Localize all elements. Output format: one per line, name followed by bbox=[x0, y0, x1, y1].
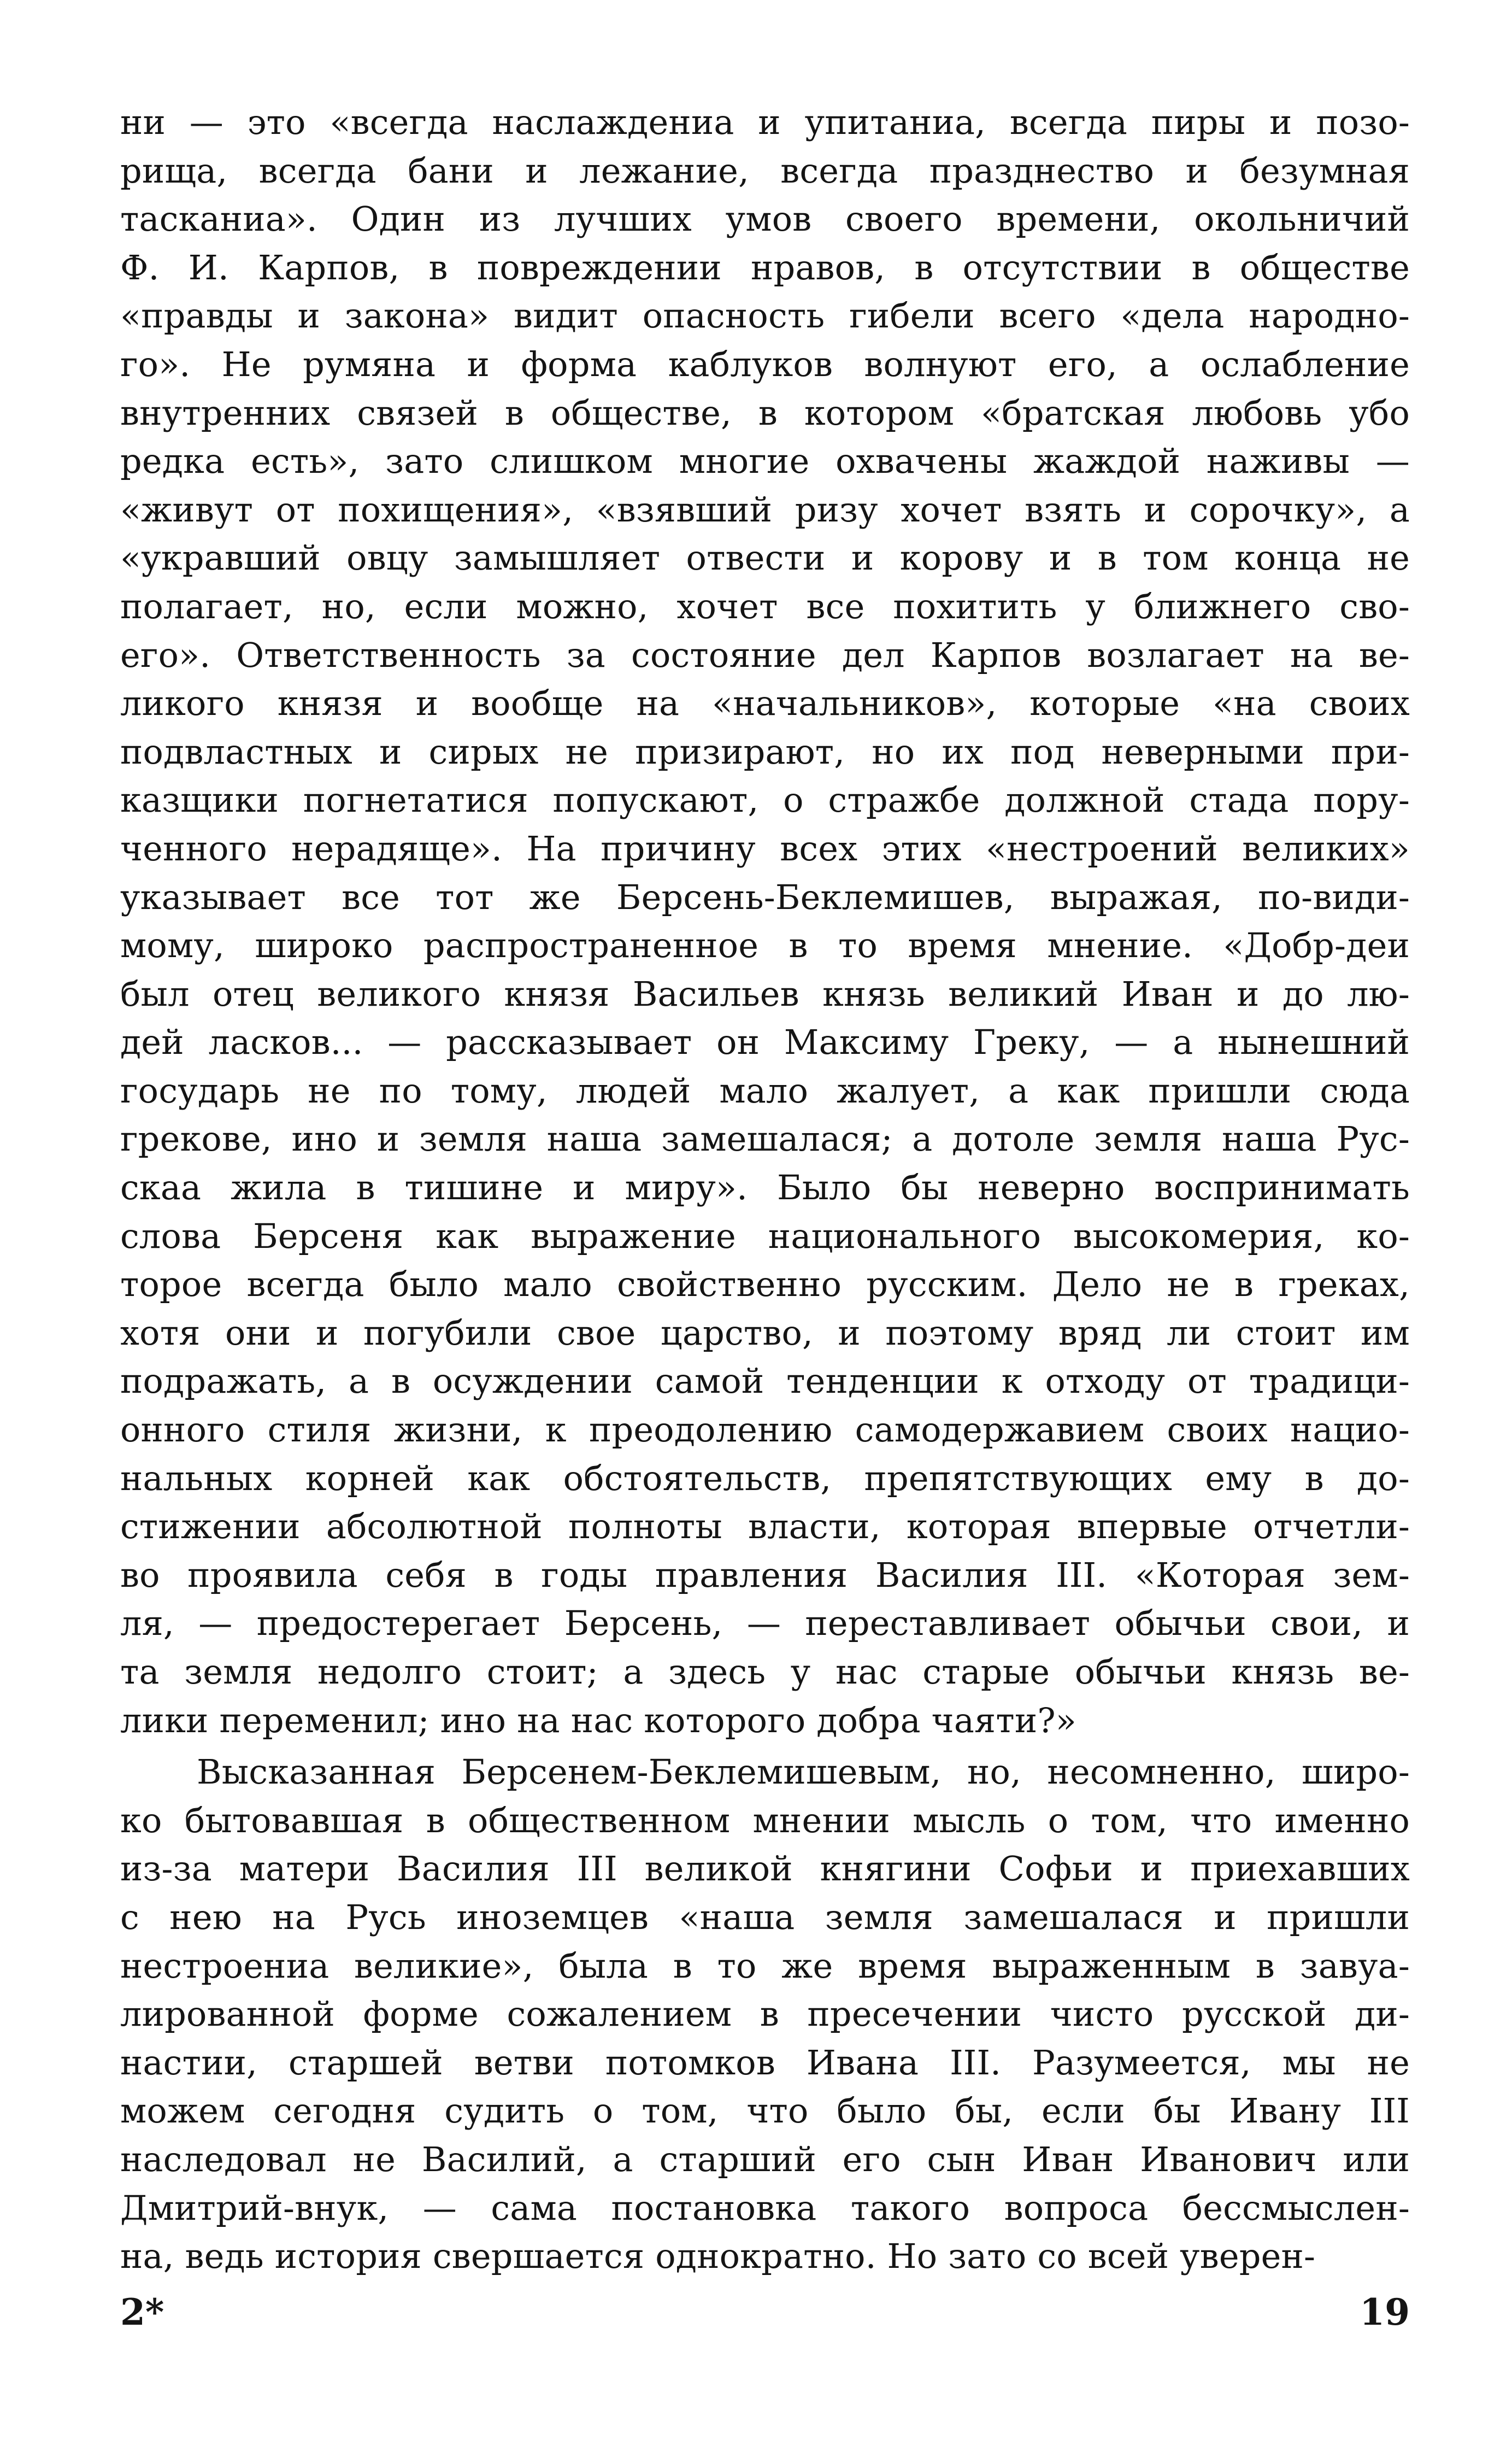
text-line: наследовал не Василий, а старший его сын Иван Иванович или bbox=[120, 2139, 1410, 2179]
text-line: можем сегодня судить о том, что было бы, если бы Ивану III bbox=[120, 2091, 1410, 2131]
text-line: из-за матери Василия III великой княгини Софьи и приехавших bbox=[120, 1849, 1410, 1889]
text-line: та земля недолго стоит; а здесь у нас старые обычьи князь ве- bbox=[120, 1652, 1410, 1692]
text-line: ля, — предостерегает Берсень, — переставливает обычьи свои, и bbox=[120, 1603, 1410, 1644]
text-line: грекове, ино и земля наша замешалася; а дотоле земля наша Рус- bbox=[120, 1119, 1410, 1159]
text-line: подвластных и сирых не призирают, но их под неверными при- bbox=[120, 731, 1410, 772]
text-line: во проявила себя в годы правления Василия III. «Которая зем- bbox=[120, 1555, 1410, 1595]
text-line: указывает все тот же Берсень-Беклемишев, выражая, по-види- bbox=[120, 877, 1410, 917]
text-line: хотя они и погубили свое царство, и поэтому вряд ли стоит им bbox=[120, 1312, 1410, 1353]
text-line: го». Не румяна и форма каблуков волнуют его, а ослабление bbox=[120, 344, 1410, 384]
text-line: Ф. И. Карпов, в повреждении нравов, в отсутствии в обществе bbox=[120, 247, 1410, 288]
text-line: «укравший овцу замышляет отвести и корову и в том конца не bbox=[120, 538, 1410, 578]
text-line: тасканиа». Один из лучших умов своего времени, окольничий bbox=[120, 199, 1410, 239]
text-line: мому, широко распространенное в то время мнение. «Добр-деи bbox=[120, 925, 1410, 966]
text-line: полагает, но, если можно, хочет все похитить у ближнего сво- bbox=[120, 586, 1410, 626]
text-line: стижении абсолютной полноты власти, которая впервые отчетли- bbox=[120, 1506, 1410, 1547]
text-line: торое всегда было мало свойственно русским. Дело не в греках, bbox=[120, 1264, 1410, 1305]
text-line: внутренних связей в обществе, в котором «братская любовь убо bbox=[120, 392, 1410, 433]
text-line: его». Ответственность за состояние дел Карпов возлагает на ве- bbox=[120, 635, 1410, 675]
text-line: «правды и закона» видит опасность гибели всего «дела народно- bbox=[120, 296, 1410, 336]
text-line: государь не по тому, людей мало жалует, а как пришли сюда bbox=[120, 1070, 1410, 1111]
text-line: ко бытовавшая в общественном мнении мысль о том, что именно bbox=[120, 1800, 1410, 1840]
text-line: ченного нерадяще». На причину всех этих «нестроений великих» bbox=[120, 828, 1410, 869]
text-line: на, ведь история свершается однократно. Но зато со всей уверен- bbox=[120, 2236, 1316, 2277]
body-text bbox=[120, 98, 1410, 2281]
sheet-signature: 2* bbox=[120, 2291, 164, 2333]
paragraph bbox=[120, 98, 1410, 1745]
text-line: настии, старшей ветви потомков Ивана III. Разумеется, мы не bbox=[120, 2042, 1410, 2083]
text-line: казщики погнетатися попускают, о стражбе должной стада пору- bbox=[120, 780, 1410, 820]
page-footer bbox=[120, 2285, 1410, 2339]
text-line: Дмитрий-внук, — сама постановка такого вопроса бессмыслен- bbox=[120, 2188, 1410, 2228]
text-line: ни — это «всегда наслаждениа и упитаниа, всегда пиры и позо- bbox=[120, 102, 1410, 142]
text-line: нальных корней как обстоятельств, препятствующих ему в до- bbox=[120, 1458, 1410, 1498]
text-line: дей ласков... — рассказывает он Максиму Греку, — а нынешний bbox=[120, 1022, 1410, 1063]
text-line: рища, всегда бани и лежание, всегда празднество и безумная bbox=[120, 150, 1410, 191]
text-line: с нею на Русь иноземцев «наша земля замешалася и пришли bbox=[120, 1897, 1410, 1937]
text-line: подражать, а в осуждении самой тенденции к отходу от традици- bbox=[120, 1361, 1410, 1401]
text-line: был отец великого князя Васильев князь великий Иван и до лю- bbox=[120, 974, 1410, 1014]
text-line: редка есть», зато слишком многие охвачены жаждой наживы — bbox=[120, 441, 1410, 482]
text-line: «живут от похищения», «взявший ризу хочет взять и сорочку», а bbox=[120, 489, 1410, 530]
text-line: скаа жила в тишине и миру». Было бы неверно воспринимать bbox=[120, 1168, 1410, 1208]
paragraph bbox=[120, 1748, 1410, 2281]
text-line: лики переменил; ино на нас которого добра чаяти?» bbox=[120, 1700, 1076, 1740]
text-line: слова Берсеня как выражение национального высокомерия, ко- bbox=[120, 1216, 1410, 1256]
text-line: онного стиля жизни, к преодолению самодержавием своих нацио- bbox=[120, 1410, 1410, 1450]
text-line: Высказанная Берсенем-Беклемишевым, но, несомненно, широ- bbox=[197, 1752, 1410, 1792]
text-line: нестроениа великие», была в то же время выраженным в завуа- bbox=[120, 1945, 1410, 1986]
page-number: 19 bbox=[1360, 2291, 1410, 2333]
text-line: лированной форме сожалением в пресечении чисто русской ди- bbox=[120, 1994, 1410, 2034]
text-line: ликого князя и вообще на «начальников», которые «на своих bbox=[120, 683, 1410, 724]
